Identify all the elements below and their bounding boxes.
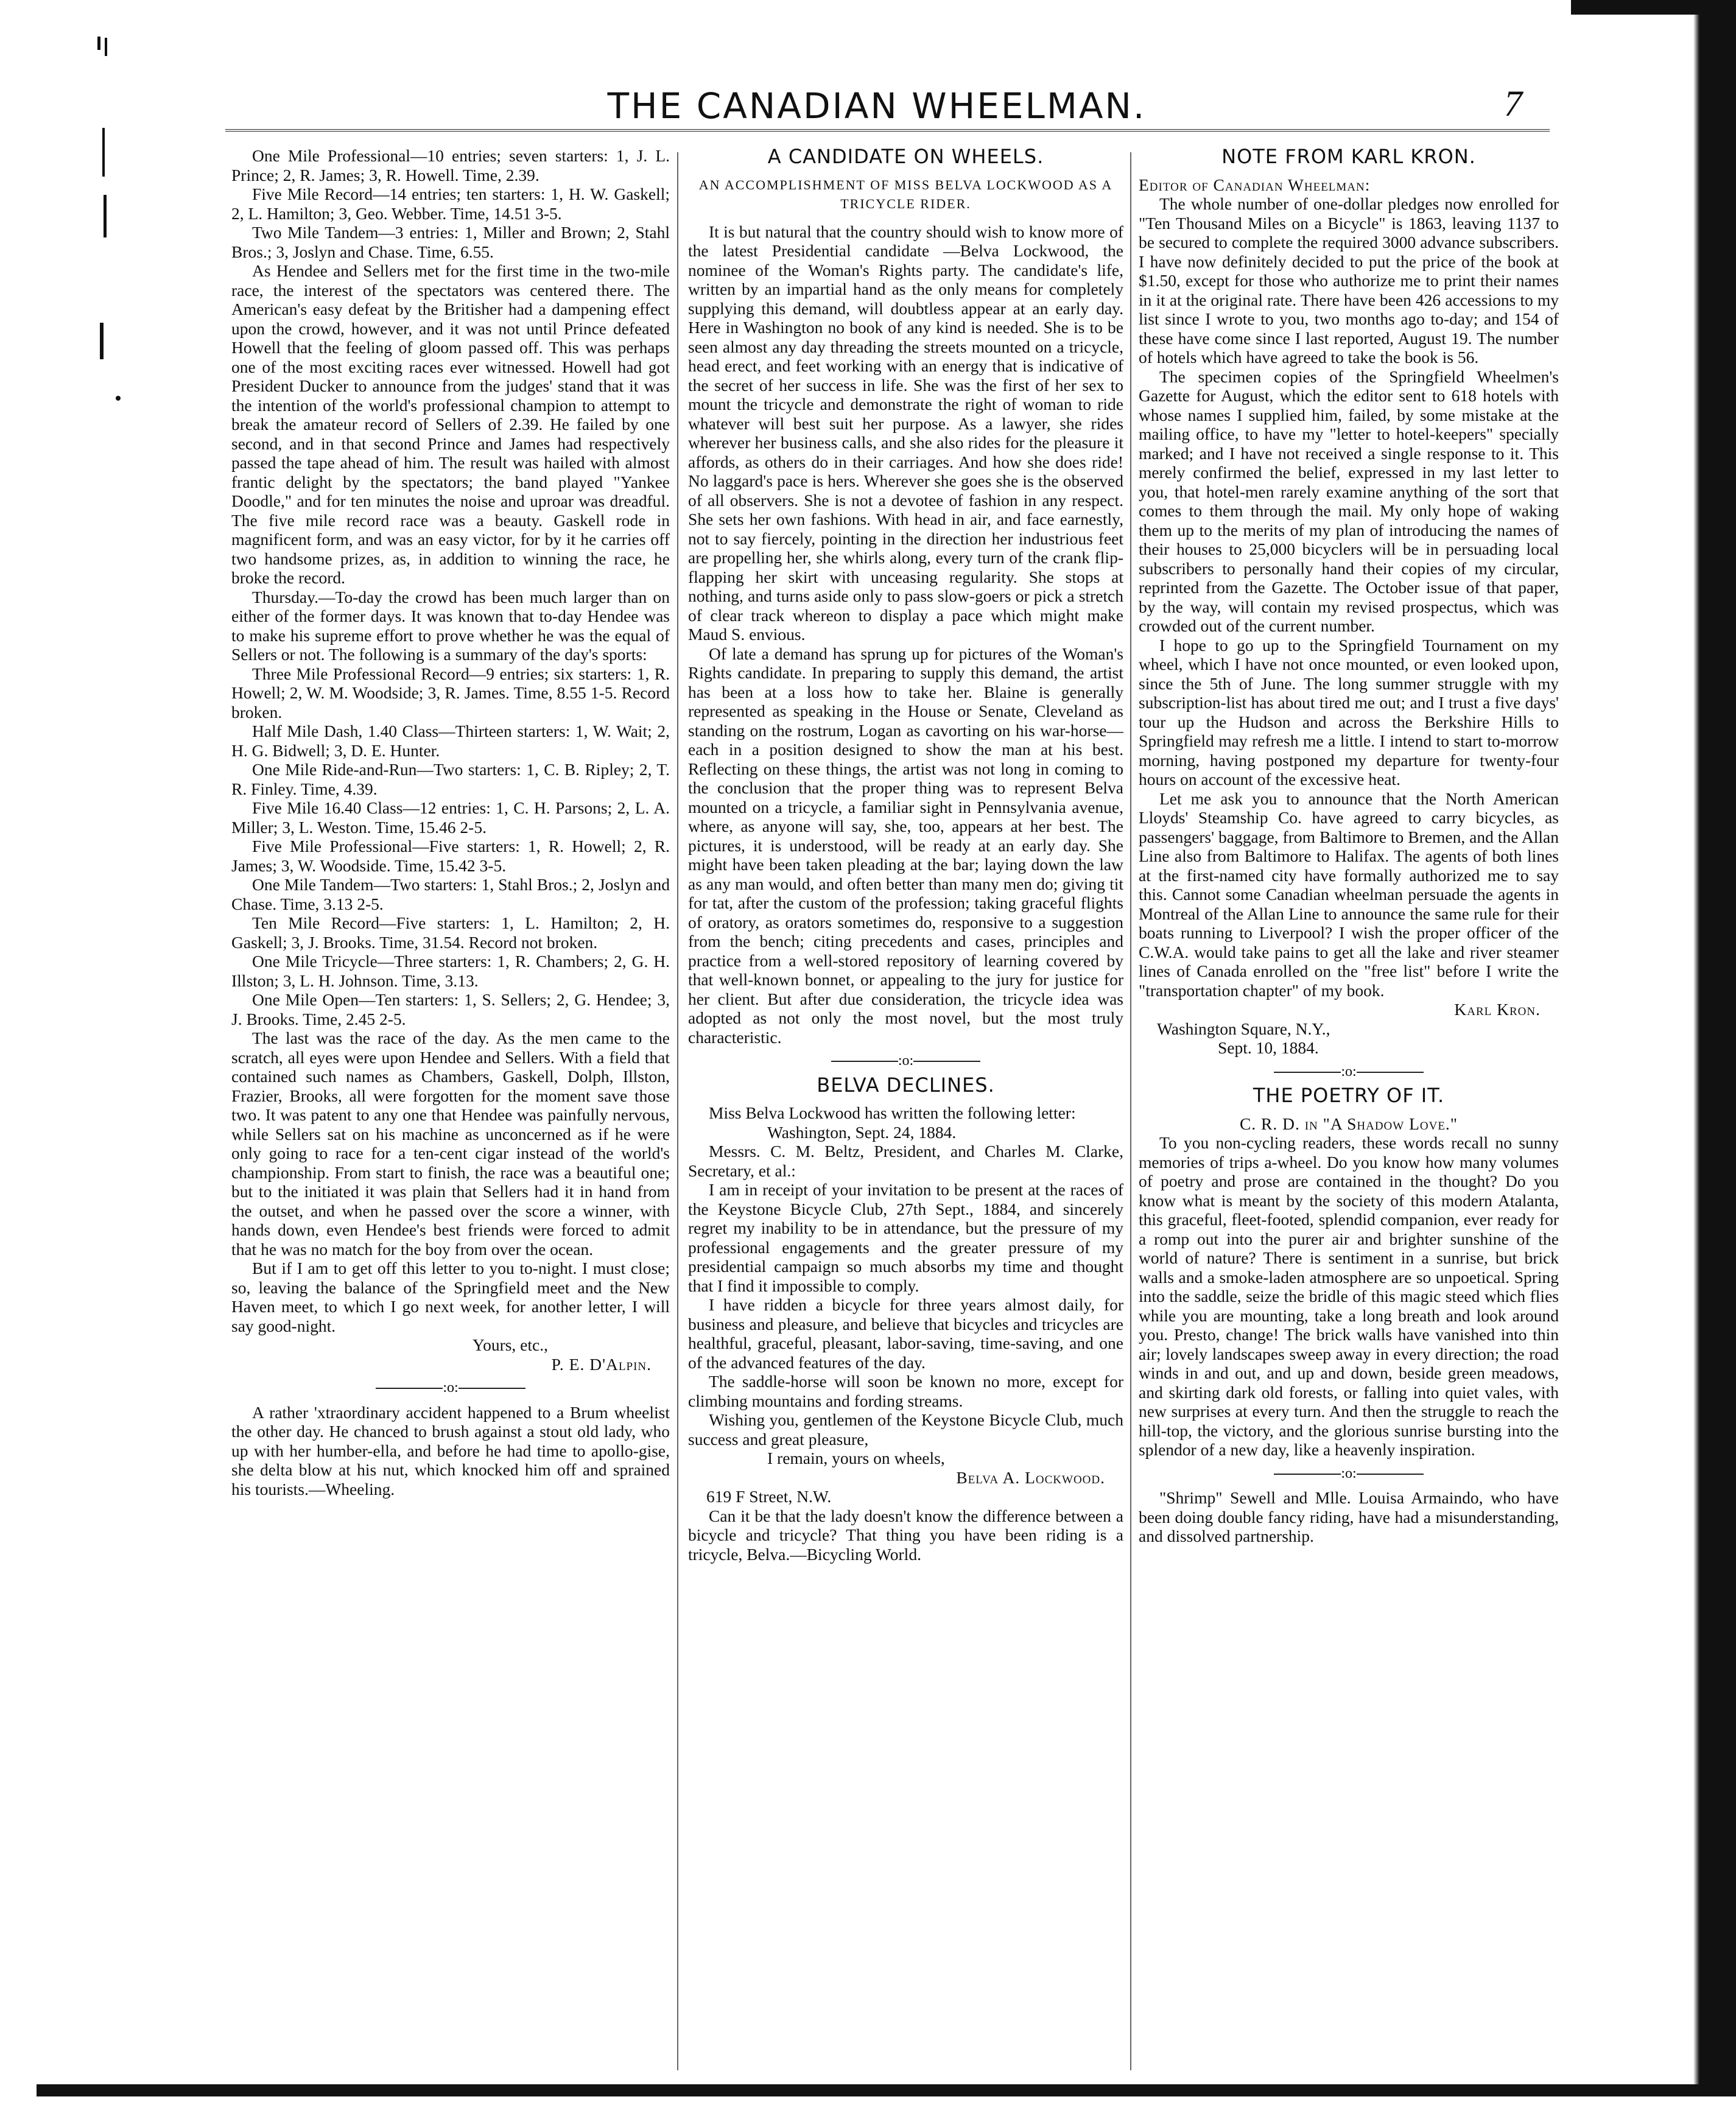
letter-closing: I remain, yours on wheels, xyxy=(767,1449,945,1467)
paragraph: Five Mile Record—14 entries; ten starters: 1, H. W. Gaskell; 2, L. Hamilton; 3, Geo. Webber. Time, 14.51 3-5. xyxy=(231,184,670,223)
article-subheading: C. R. D. in "A Shadow Love." xyxy=(1239,1114,1458,1133)
paragraph: The last was the race of the day. As the men came to the scratch, all eyes were upon Hendee and Sellers. With a field that contained such names as Chambers, Gaskell, Dolph, Illston, Frazier, Brooks, all were forgotten for the moment save those two. It was patent to any one that Hendee was painfully nervous, while Sellers sat on his machine as unconcerned as if he were only going to race for a ten-cent cigar instead of the world's championship. From start to finish, the race was a beautiful one; but to the initiated it was plain that Sellers had it in hand from the outset, and when he passed over the score a winner, with hands down, even Hendee's best friends were forced to admit that he was no match for the boy from over the ocean. xyxy=(231,1028,670,1259)
section-divider: :o: xyxy=(1139,1063,1559,1082)
scan-border-right xyxy=(1678,0,1736,2096)
paragraph: One Mile Tandem—Two starters: 1, Stahl Bros.; 2, Joslyn and Chase. Time, 3.13 2-5. xyxy=(231,875,670,913)
paragraph: Five Mile Professional—Five starters: 1, R. Howell; 2, R. James; 3, W. Woodside. Time, 15.42 3-5. xyxy=(231,837,670,875)
section-divider: :o: xyxy=(1139,1464,1559,1484)
masthead-rule xyxy=(225,129,1550,132)
paragraph: The whole number of one-dollar pledges now enrolled for "Ten Thousand Miles on a Bicycle" is 1863, leaving 1137 to be secured to complete the required 3000 advance subscribers. I have now definitely decided to put the price of the book at $1.50, except for those who authorize me to print their names in it at the original rate. There have been 426 accessions to my list since I wrote to you, two months ago to-day; and 154 of these have come since I last reported, August 19. The number of hotels which have agreed to take the book is 56. xyxy=(1139,194,1559,367)
paragraph: It is but natural that the country should wish to know more of the latest Presidential candidate —Belva Lockwood, the nominee of the Woman's Rights party. The candidate's life, written by an impartial hand as the only means for completely supplying this demand, will doubtless appear at an early day. Here in Washington no book of any kind is needed. She is to be seen almost any day threading the streets mounted on a tricycle, head erect, and feet working with an energy that is indicative of the secret of her success in life. She was the first of her sex to mount the tricycle and demonstrate the right of woman to ride whatever will best suit her purpose. As a lawyer, she rides wherever her business calls, and she also rides for the pleasure it affords, as others do in their carriages. And how she does ride! No laggard's pace is hers. Wherever she goes she is the observed of all observers. She is not a devotee of fashion in any respect. She sets her own fashions. With head in air, and face earnestly, not to say fiercely, pointing in the direction her industrious feet are propelling her, she whirls along, every turn of the crank flip-flapping her skirt with unceasing regularity. She stops at nothing, and turns aside only to pass slow-goers or pick a stretch of clear track whereon to display a pace which might make Maud S. envious. xyxy=(688,222,1123,644)
paragraph: I hope to go up to the Springfield Tournament on my wheel, which I have not once mounted, or even looked upon, since the 5th of June. The long summer struggle with my subscription-list has about tired me out; and I trust a five days' tour up the Hudson and across the Berkshire Hills to Springfield may refresh me a little. I intend to start to-morrow morning, having postponed my departure for twenty-four hours on account of the excessive heat. xyxy=(1139,635,1559,789)
paragraph: Ten Mile Record—Five starters: 1, L. Hamilton; 2, H. Gaskell; 3, J. Brooks. Time, 31.54. Record not broken. xyxy=(231,913,670,952)
paragraph: One Mile Tricycle—Three starters: 1, R. Chambers; 2, G. H. Illston; 3, L. H. Johnson. Time, 3.13. xyxy=(231,952,670,990)
paragraph: To you non-cycling readers, these words recall no sunny memories of trips a-wheel. Do you know how many volumes of poetry and prose are contained in the thought? Do you know what is meant by the society of this modern Atalanta, this graceful, fleet-footed, splendid companion, ever ready for a romp out into the purer air and brighter sunshine of the world of nature? There is sentiment in a sunrise, but brick walls and a smoke-laden atmosphere are so unpoetical. Spring into the saddle, seize the bridle of this magic steed which flies while you are mounting, take a long breath and look around you. Presto, change! The brick walls have vanished into thin air; lovely landscapes sweep away in every direction; the road winds in and out, and up and down, beside green meadows, and skirting dark old forests, or falling into quiet vales, with new surprises at every turn. And then the struggle to reach the hill-top, the victory, and the glorious sunrise bursting into the splendor of a new day, like a heavenly inspiration. xyxy=(1139,1133,1559,1459)
paragraph: Let me ask you to announce that the North American Lloyds' Steamship Co. have agreed to carry bicycles, as passengers' baggage, from Baltimore to Bremen, and the Allan Line also from Baltimore to Halifax. The agents of both lines at the first-named city have formally authorized me to say this. Cannot some Canadian wheelman persuade the agents in Montreal of the Allan Line to announce the same rule for their boats running to Liverpool? I wish the proper officer of the C.W.A. would take pains to get all the lake and river steamer lines of Canada enrolled on the "free list" before I write the "transportation chapter" of my book. xyxy=(1139,789,1559,1000)
paragraph: I have ridden a bicycle for three years almost daily, for business and pleasure, and believe that bicycles and tricycles are healthful, graceful, pleasant, labor-saving, time-saving, and one of the advanced features of the day. xyxy=(688,1295,1123,1372)
page-number: 7 xyxy=(1504,83,1522,124)
article-heading: A CANDIDATE ON WHEELS. xyxy=(767,146,1044,168)
paragraph: Can it be that the lady doesn't know the difference between a bicycle and tricycle? That thing you have been riding is a tricycle, Belva.—Bicycling World. xyxy=(688,1506,1123,1564)
paragraph: I am in receipt of your invitation to be present at the races of the Keystone Bicycle Club, 27th Sept., 1884, and sincerely regret my inability to be in attendance, but the pressure of my professional engagements and the greater pressure of my presidential campaign so much absorbs my time and thought that I find it impossible to comply. xyxy=(688,1180,1123,1295)
paragraph: A rather 'xtraordinary accident happened to a Brum wheelist the other day. He chanced to brush against a stout old lady, who up with her humber-ella, and before he had time to apollo-gise, she delta blow at his nut, which knocked him off and sprained his tourists.—Wheeling. xyxy=(231,1402,670,1499)
paragraph: The specimen copies of the Springfield Wheelmen's Gazette for August, which the editor sent to 618 hotels with whose names I supplied him, failed, by some mistake at the mailing office, to have my "letter to hotel-keepers" specially marked; and I have not received a single response to it. This merely confirmed the belief, expressed in my last letter to you, that hotel-men rarely examine anything of the sort that comes to them through the mail. My only hope of waking them up to the merits of my plan of introducing the names of their houses to 25,000 bicyclers will be in persuading local subscribers to personally hand their copies of my circular, reprinted from the Gazette. The October issue of that paper, by the way, will contain my revised prospectus, which was crowded out of the current number. xyxy=(1139,367,1559,635)
paragraph: Thursday.—To-day the crowd has been much larger than on either of the former days. It was known that to-day Hendee was to make his supreme effort to prove whether he was the equal of Sellers or not. The following is a summary of the day's sports: xyxy=(231,587,670,664)
paragraph: But if I am to get off this letter to you to-night. I must close; so, leaving the balance of the Springfield meet and the New Haven meet, to which I go next week, for another letter, I will say good-night. xyxy=(231,1259,670,1335)
section-divider: :o: xyxy=(231,1379,670,1398)
letter-dateline: Washington, Sept. 24, 1884. xyxy=(767,1122,957,1142)
newspaper-title: THE CANADIAN WHEELMAN. xyxy=(607,85,1147,127)
scan-specks xyxy=(91,37,128,402)
paragraph: Five Mile 16.40 Class—12 entries: 1, C. H. Parsons; 2, L. A. Miller; 3, L. Weston. Time, 15.46 2-5. xyxy=(231,798,670,837)
letter-salutation: Editor of Canadian Wheelman: xyxy=(1139,175,1371,194)
paragraph: The saddle-horse will soon be known no more, except for climbing mountains and fording streams. xyxy=(688,1372,1123,1410)
paragraph: "Shrimp" Sewell and Mlle. Louisa Armaindo, who have been doing double fancy riding, have had a misunderstanding, and dissolved partnership. xyxy=(1139,1488,1559,1545)
article-heading: THE POETRY OF IT. xyxy=(1253,1084,1445,1107)
paragraph: Three Mile Professional Record—9 entries; six starters: 1, R. Howell; 2, W. M. Woodside; 3, R. James. Time, 8.55 1-5. Record broken. xyxy=(231,664,670,722)
column-rule-1 xyxy=(677,152,678,2070)
section-divider: :o: xyxy=(688,1052,1123,1071)
scan-border-top xyxy=(1571,0,1736,15)
letter-signature: Belva A. Lockwood. xyxy=(956,1467,1105,1487)
masthead xyxy=(231,85,1522,140)
letter-place: Washington Square, N.Y., xyxy=(1157,1019,1330,1038)
paragraph: Miss Belva Lockwood has written the following letter: xyxy=(709,1103,1076,1122)
column-rule-2 xyxy=(1130,152,1131,2070)
paragraph: Of late a demand has sprung up for pictures of the Woman's Rights candidate. In preparing to supply this demand, the artist has been at a loss how to take her. Blaine is generally represented as speaking in the House or Senate, Cleveland as standing on the rostrum, Logan as cavorting on his war-horse—each in a position designed to show the man at his best. Reflecting on these things, the artist was not long in coming to the conclusion that the proper thing was to represent Belva mounted on a tricycle, a familiar sight in Pennsylvania avenue, where, as anyone will say, she, too, appears at her best. The pictures, it is understood, will be ready at an early day. She might have been taken pleading at the bar; laying down the law as any man would, and often better than many men do; giving tit for tat, after the custom of the profession; taking graceful flights of oratory, as orators sometimes do, responsive to a suggestion from the bench; citing precedents and cases, principles and practice from a well-stored repository of learning covered by that well-known bonnet, or appealing to the jury for justice for her client. But after due consideration, the tricycle idea was adopted as not only the most novel, but the most truly characteristic. xyxy=(688,644,1123,1047)
letter-signature: P. E. D'Alpin. xyxy=(551,1354,652,1374)
paragraph: One Mile Open—Ten starters: 1, S. Sellers; 2, G. Hendee; 3, J. Brooks. Time, 2.45 2-5. xyxy=(231,990,670,1028)
column-right xyxy=(1139,146,1559,2119)
paragraph: One Mile Professional—10 entries; seven starters: 1, J. L. Prince; 2, R. James; 3, R. Howell. Time, 2.39. xyxy=(231,146,670,184)
letter-date: Sept. 10, 1884. xyxy=(1218,1038,1319,1057)
letter-signature: Karl Kron. xyxy=(1454,1000,1541,1019)
letter-address: 619 F Street, N.W. xyxy=(706,1487,832,1506)
column-left xyxy=(231,146,670,2119)
article-heading: BELVA DECLINES. xyxy=(817,1073,995,1097)
article-subheading: AN ACCOMPLISHMENT OF MISS BELVA LOCKWOOD AS A TRICYCLE RIDER. xyxy=(698,177,1113,211)
paragraph: Wishing you, gentlemen of the Keystone Bicycle Club, much success and great pleasure, xyxy=(688,1410,1123,1449)
column-middle xyxy=(688,146,1123,2119)
paragraph: Two Mile Tandem—3 entries: 1, Miller and Brown; 2, Stahl Bros.; 3, Joslyn and Chase. Time, 6.55. xyxy=(231,223,670,261)
paragraph: Messrs. C. M. Beltz, President, and Charles M. Clarke, Secretary, et al.: xyxy=(688,1142,1123,1180)
article-heading: NOTE FROM KARL KRON. xyxy=(1221,146,1476,168)
paragraph: Half Mile Dash, 1.40 Class—Thirteen starters: 1, W. Wait; 2, H. G. Bidwell; 3, D. E. Hunter. xyxy=(231,722,670,760)
letter-closing: Yours, etc., xyxy=(472,1335,548,1354)
paragraph: One Mile Ride-and-Run—Two starters: 1, C. B. Ripley; 2, T. R. Finley. Time, 4.39. xyxy=(231,760,670,798)
paragraph: As Hendee and Sellers met for the first time in the two-mile race, the interest of the spectators was centered there. The American's easy defeat by the Britisher had a dampening effect upon the crowd, however, and it was not until Prince defeated Howell that the feeling of gloom passed off. This was perhaps one of the most exciting races ever witnessed. Howell had got President Ducker to announce from the judges' stand that it was the intention of the world's professional champion to attempt to break the amateur record of Sellers of 2.39. He failed by one second, and in that second Prince and James had respectively passed the tape ahead of him. The result was hailed with almost frantic delight by the spectators; the band played "Yankee Doodle," and for ten minutes the noise and uproar was dreadful. The five mile record race was a beauty. Gaskell rode in magnificent form, and was an easy victor, for by it he carries off two handsome prizes, as, in addition to winning the race, he broke the record. xyxy=(231,261,670,587)
